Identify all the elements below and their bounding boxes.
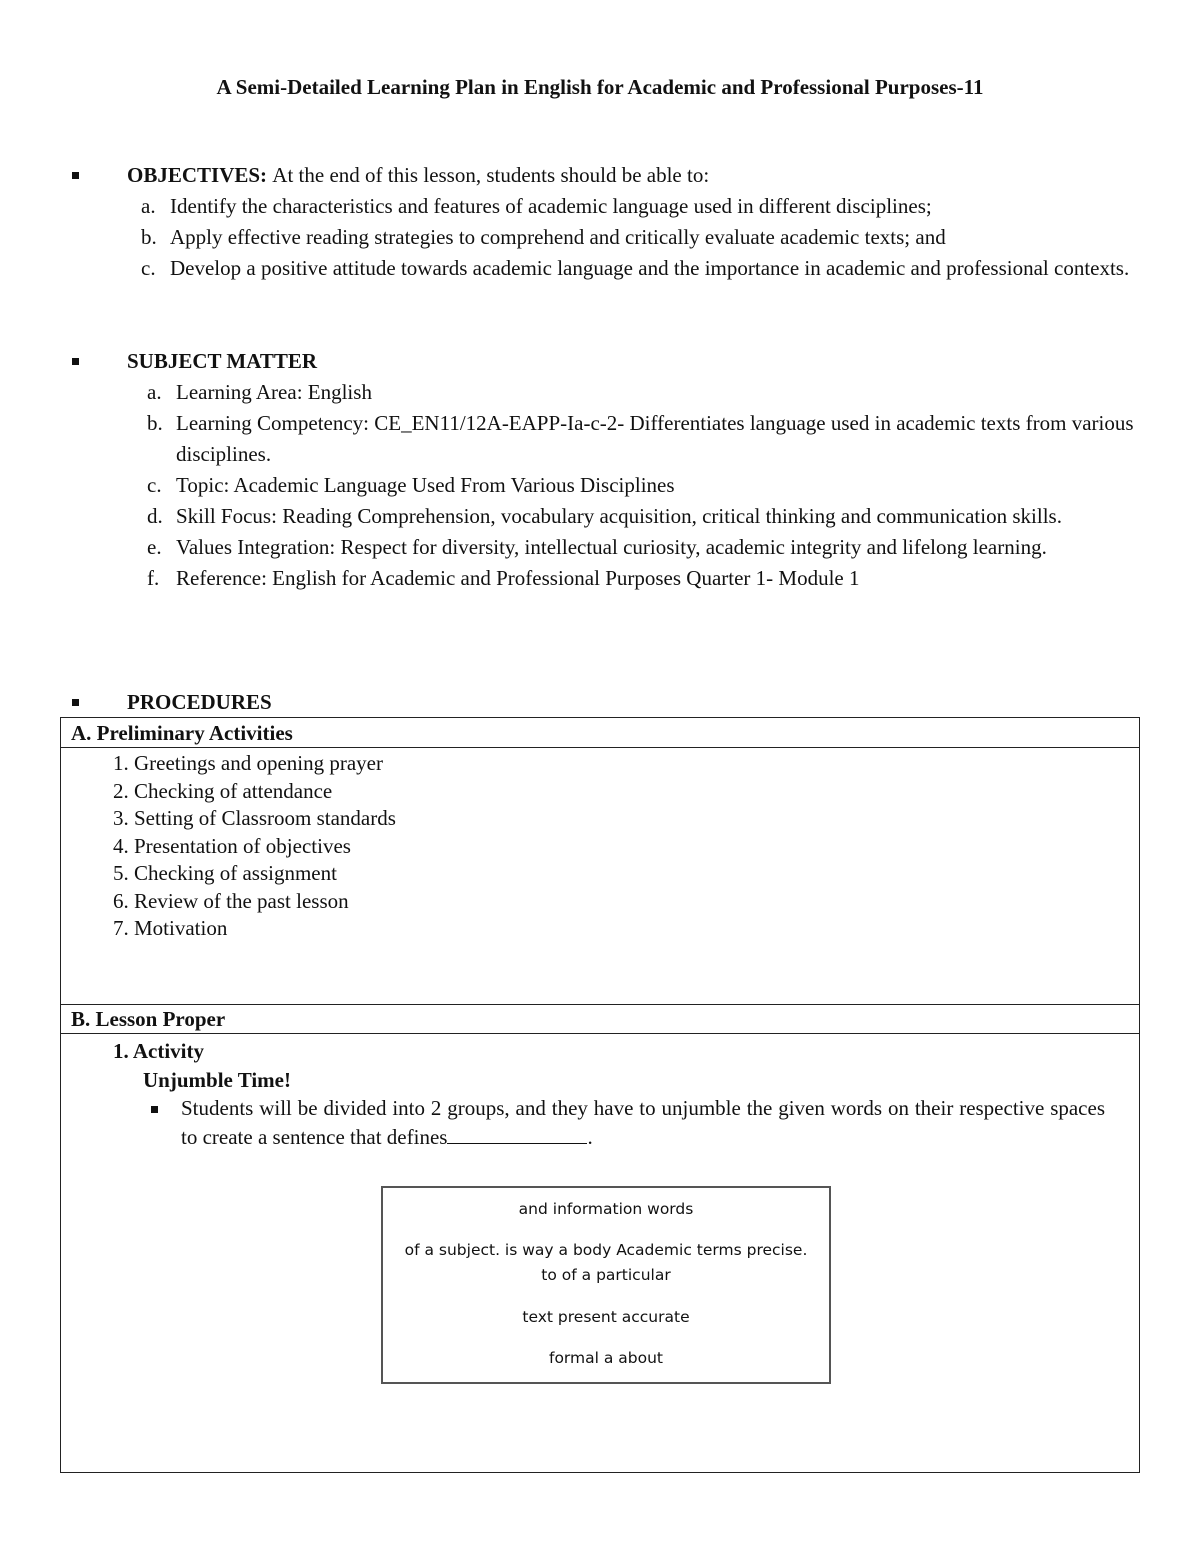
subject-matter-list (136, 377, 1136, 594)
list-marker: b. (147, 411, 163, 435)
list-item: 3. Setting of Classroom standards (113, 806, 396, 830)
list-item-text: Develop a positive attitude towards academic language and the importance in academic and professional contexts. (170, 256, 1130, 280)
list-marker: a. (147, 380, 162, 404)
list-item (136, 501, 1136, 532)
jumbled-words-box (381, 1186, 831, 1384)
list-item-text: Learning Competency: CE_EN11/12A-EAPP-Ia-c-2- Differentiates language used in academic texts from various disciplines. (176, 411, 1134, 466)
jumbled-word-line: of a subject. is way a body Academic terms precise. (404, 1241, 808, 1259)
procedures-table (60, 717, 1140, 1473)
jumbled-word-line: formal a about (548, 1349, 664, 1367)
list-item (130, 191, 1130, 222)
list-marker: c. (141, 256, 156, 280)
procedures-label: PROCEDURES (127, 690, 272, 714)
list-marker: c. (147, 473, 162, 497)
list-item: 2. Checking of attendance (113, 778, 333, 803)
list-item: 6. Review of the past lesson (113, 888, 349, 913)
activity-name: Unjumble Time! (143, 1068, 291, 1092)
jumbled-word-line: to of a particular (541, 1266, 671, 1284)
list-item: 1. Greetings and opening prayer (113, 751, 383, 775)
lesson-proper-label: B. Lesson Proper (71, 1007, 226, 1031)
list-item: 7. Motivation (113, 916, 228, 940)
list-item: 4. Presentation of objectives (113, 833, 351, 858)
preliminary-label: A. Preliminary Activities (71, 721, 293, 745)
square-bullet-icon (72, 358, 79, 365)
list-item (130, 222, 1130, 253)
list-item (136, 470, 1136, 501)
list-item (136, 377, 1136, 408)
square-bullet-icon (72, 699, 79, 706)
list-item-text: Skill Focus: Reading Comprehension, vocabulary acquisition, critical thinking and communication skills. (176, 504, 1062, 528)
fill-in-blank (447, 1123, 587, 1144)
list-item-text: Values Integration: Respect for diversity, intellectual curiosity, academic integrity and lifelong learning. (176, 535, 1047, 559)
objectives-lead: At the end of this lesson, students should be able to: (272, 163, 710, 187)
page-title: A Semi-Detailed Learning Plan in English for Academic and Professional Purposes-11 (216, 75, 984, 99)
preliminary-header-row (61, 718, 1139, 748)
list-marker: b. (141, 225, 157, 249)
list-item (136, 563, 1136, 594)
lesson-proper-header-row (61, 1004, 1139, 1034)
list-item (136, 532, 1136, 563)
list-item-text: Identify the characteristics and features of academic language used in different disciplines; (170, 194, 932, 218)
list-marker: e. (147, 535, 162, 559)
list-item-text: Topic: Academic Language Used From Various Disciplines (176, 473, 675, 497)
list-marker: d. (147, 504, 163, 528)
list-item (136, 408, 1136, 470)
list-item-text: Reference: English for Academic and Professional Purposes Quarter 1- Module 1 (176, 566, 860, 590)
activity-instruction (181, 1094, 1105, 1152)
objectives-list (130, 191, 1130, 284)
list-item: 5. Checking of assignment (113, 861, 337, 885)
list-marker: f. (147, 566, 160, 590)
list-marker: a. (141, 194, 156, 218)
objectives-label: OBJECTIVES: (127, 163, 268, 187)
preliminary-list (113, 750, 713, 943)
jumbled-word-line: text present accurate (522, 1308, 690, 1326)
square-bullet-icon (151, 1106, 158, 1113)
list-item-text: Learning Area: English (176, 380, 372, 404)
instruction-end: . (587, 1125, 593, 1149)
list-item (130, 253, 1130, 284)
activity-title: 1. Activity (113, 1039, 204, 1063)
square-bullet-icon (72, 172, 79, 179)
jumbled-word-line: and information words (518, 1200, 694, 1218)
instruction-text: Students will be divided into 2 groups, and they have to unjumble the given words on their respective spaces to create a sentence that defines (181, 1096, 1105, 1149)
list-item-text: Apply effective reading strategies to comprehend and critically evaluate academic texts; and (170, 225, 946, 249)
subject-matter-label: SUBJECT MATTER (127, 349, 318, 373)
